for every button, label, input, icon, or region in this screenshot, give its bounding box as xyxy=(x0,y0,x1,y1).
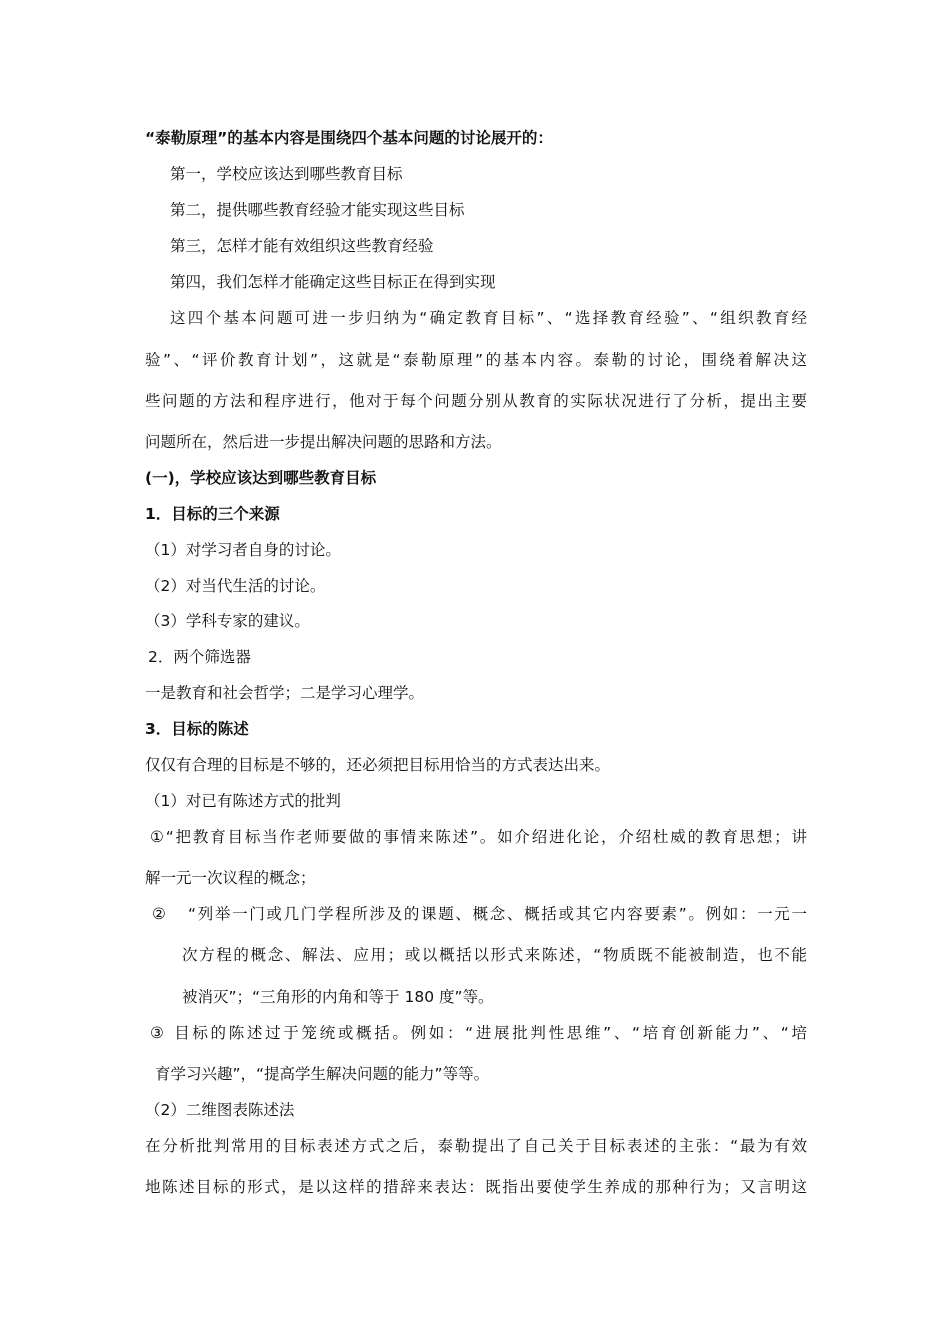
critique-2-line-1: “列举一门或几门学程所涉及的课题、概念、概括或其它内容要素”。例如：一元一 xyxy=(188,905,807,923)
list-item: （3）学科专家的建议。 xyxy=(145,612,310,630)
list-item: （2）对当代生活的讨论。 xyxy=(145,577,326,595)
subheading-1: 1．目标的三个来源 xyxy=(145,505,280,523)
critique-heading: （1）对已有陈述方式的批判 xyxy=(145,792,341,810)
question-1: 第一，学校应该达到哪些教育目标 xyxy=(170,165,403,183)
critique-1-line-2: 解一元一次议程的概念； xyxy=(145,869,316,887)
section-1-heading: (一)，学校应该达到哪些教育目标 xyxy=(145,469,377,487)
subheading-3: 3．目标的陈述 xyxy=(145,720,249,738)
final-paragraph-line-1: 在分析批判常用的目标表述方式之后，泰勒提出了自己关于目标表述的主张：“最为有效 xyxy=(145,1137,807,1155)
final-paragraph-line-2: 地陈述目标的形式，是以这样的措辞来表达：既指出要使学生养成的那种行为；又言明这 xyxy=(145,1178,807,1196)
critique-2-line-3: 被消灭”；“三角形的内角和等于 180 度”等。 xyxy=(182,988,494,1006)
question-2: 第二，提供哪些教育经验才能实现这些目标 xyxy=(170,201,465,219)
subheading-2: 2．两个筛选器 xyxy=(148,648,251,666)
question-4: 第四，我们怎样才能确定这些目标正在得到实现 xyxy=(170,273,496,291)
critique-3-line-2: 育学习兴趣”，“提高学生解决问题的能力”等等。 xyxy=(155,1065,490,1083)
intro-heading: “泰勒原理”的基本内容是围绕四个基本问题的讨论展开的： xyxy=(145,129,553,147)
subheading-3-text: 仅仅有合理的目标是不够的，还必须把目标用恰当的方式表达出来。 xyxy=(145,756,611,774)
list-item: （1）对学习者自身的讨论。 xyxy=(145,541,341,559)
paragraph-1-line-1: 这四个基本问题可进一步归纳为“确定教育目标”、“选择教育经验”、“组织教育经 xyxy=(170,309,807,327)
paragraph-1-line-3: 些问题的方法和程序进行，他对于每个问题分别从教育的实际状况进行了分析，提出主要 xyxy=(145,392,807,410)
two-d-heading: （2）二维图表陈述法 xyxy=(145,1101,295,1119)
critique-3-line-1: ③ 目标的陈述过于笼统或概括。例如：“进展批判性思维”、“培育创新能力”、“培 xyxy=(150,1024,807,1042)
critique-1-line-1: ①“把教育目标当作老师要做的事情来陈述”。如介绍进化论，介绍杜威的教育思想；讲 xyxy=(150,828,807,846)
question-3: 第三，怎样才能有效组织这些教育经验 xyxy=(170,237,434,255)
critique-2-line-2: 次方程的概念、解法、应用；或以概括以形式来陈述，“物质既不能被制造，也不能 xyxy=(182,946,807,964)
paragraph-1-line-2: 验”、“评价教育计划”，这就是“泰勒原理”的基本内容。泰勒的讨论，围绕着解决这 xyxy=(145,351,807,369)
paragraph-1-line-4: 问题所在，然后进一步提出解决问题的思路和方法。 xyxy=(145,433,502,451)
subheading-2-text: 一是教育和社会哲学；二是学习心理学。 xyxy=(145,684,425,702)
critique-2-marker: ② xyxy=(152,905,166,923)
